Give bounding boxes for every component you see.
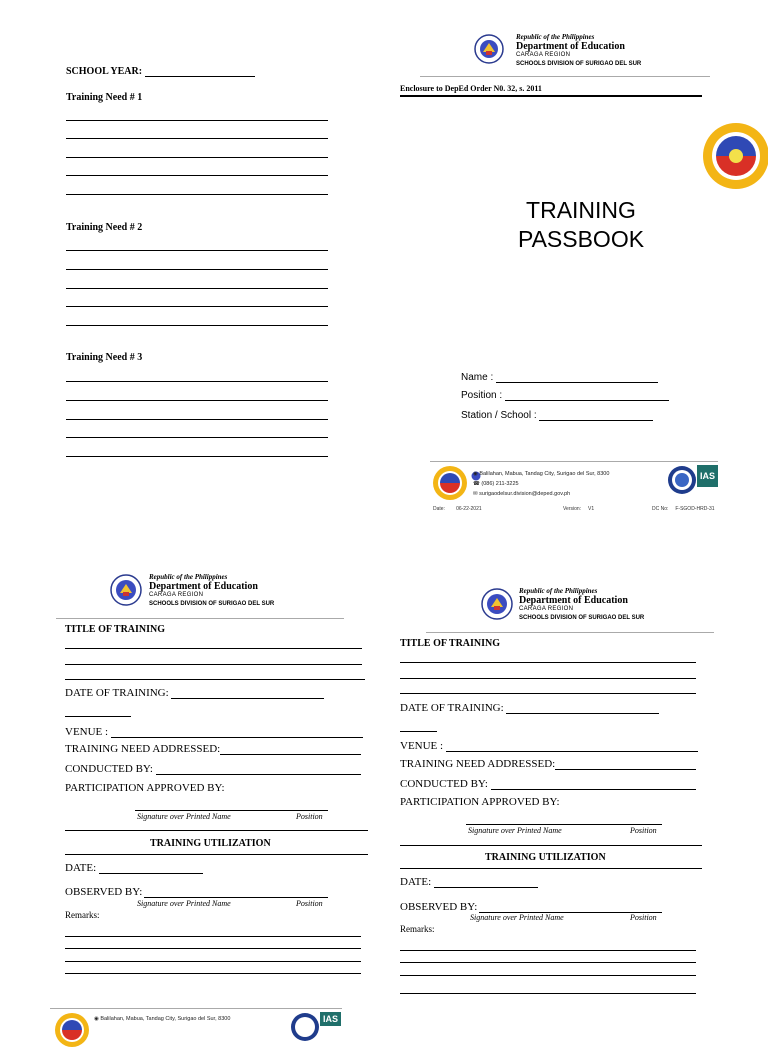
need-1-line[interactable] [66, 138, 328, 139]
certification-badge-icon [290, 1012, 320, 1042]
remarks-line[interactable] [65, 961, 361, 962]
remarks-label: Remarks: [400, 924, 435, 934]
signature-caption: Signature over Printed Name [137, 812, 231, 821]
school-year-field[interactable]: SCHOOL YEAR: [66, 66, 255, 77]
deped-seal-icon [474, 34, 504, 64]
signature-line[interactable] [466, 824, 662, 825]
title-line[interactable] [400, 662, 696, 663]
need-3-line[interactable] [66, 437, 328, 438]
need-1-line[interactable] [66, 194, 328, 195]
ias-badge: IAS [320, 1012, 341, 1026]
header-rule [426, 632, 714, 633]
need-1-line[interactable] [66, 157, 328, 158]
need-3-line[interactable] [66, 456, 328, 457]
venue-field[interactable]: VENUE : [400, 740, 698, 752]
signature-line[interactable] [135, 810, 328, 811]
remarks-line[interactable] [400, 950, 696, 951]
address-text: ◉ Balilahan, Mabua, Tandag City, Surigao del Sur, 8300 [473, 471, 610, 477]
header-rule [56, 618, 344, 619]
enclosure-rule [400, 95, 702, 97]
date-extension-line[interactable] [65, 716, 131, 717]
remarks-line[interactable] [400, 975, 696, 976]
training-utilization-heading: TRAINING UTILIZATION [485, 852, 606, 863]
participation-approved-label: PARTICIPATION APPROVED BY: [65, 782, 225, 794]
observed-by-field[interactable]: OBSERVED BY: [400, 901, 478, 913]
address-text: ◉ Balilahan, Mabua, Tandag City, Surigao del Sur, 8300 [94, 1016, 231, 1022]
remarks-line[interactable] [65, 948, 361, 949]
remarks-label: Remarks: [65, 910, 100, 920]
need-3-line[interactable] [66, 381, 328, 382]
training-need-1-label: Training Need # 1 [66, 92, 143, 103]
remarks-line[interactable] [400, 962, 696, 963]
participation-approved-label: PARTICIPATION APPROVED BY: [400, 796, 560, 808]
remarks-line[interactable] [65, 973, 361, 974]
title-line[interactable] [400, 678, 696, 679]
certification-badge-icon [667, 465, 697, 495]
position-caption: Position [630, 913, 657, 922]
date-of-training-field[interactable]: DATE OF TRAINING: [65, 687, 324, 699]
title-line[interactable] [65, 648, 362, 649]
passbook-title: TRAINING PASSBOOK [517, 197, 645, 252]
title-of-training-label: TITLE OF TRAINING [65, 624, 166, 635]
conducted-by-field[interactable]: CONDUCTED BY: [400, 778, 696, 790]
deped-seal-icon [481, 588, 513, 620]
header-rule [420, 76, 710, 77]
division-seal-icon [54, 1012, 90, 1048]
enclosure-note: Enclosure to DepEd Order N0. 32, s. 2011 [400, 84, 542, 93]
utilization-date-field[interactable]: DATE: [65, 862, 203, 874]
training-utilization-heading: TRAINING UTILIZATION [150, 838, 271, 849]
need-2-line[interactable] [66, 288, 328, 289]
doc-number-info: DC No: F-SGOD-HRD-31 [652, 506, 715, 512]
section-rule [400, 868, 702, 869]
cover-header-text: Republic of the Philippines Department of Education CARAGA REGION SCHOOLS DIVISION OF SURIGAO DEL SUR [516, 33, 642, 67]
training-need-addressed-field[interactable]: TRAINING NEED ADDRESSED: [400, 758, 696, 770]
form-header-text: Republic of the Philippines Department of Education CARAGA REGION SCHOOLS DIVISION OF SURIGAO DEL SUR [149, 573, 275, 607]
deped-seal-icon [110, 574, 142, 606]
remarks-line[interactable] [400, 993, 696, 994]
email-text: ✉ surigaodelsur.division@deped.gov.ph [473, 491, 571, 497]
section-rule [400, 845, 702, 846]
footer-rule [50, 1008, 342, 1009]
need-3-line[interactable] [66, 400, 328, 401]
ias-badge: IAS [697, 465, 718, 487]
form-header-text: Republic of the Philippines Department of Education CARAGA REGION SCHOOLS DIVISION OF SURIGAO DEL SUR [519, 587, 645, 621]
date-info: Date: 06-22-2021 [433, 506, 482, 512]
need-1-line[interactable] [66, 120, 328, 121]
need-2-line[interactable] [66, 306, 328, 307]
signature-caption: Signature over Printed Name [470, 913, 564, 922]
date-of-training-field[interactable]: DATE OF TRAINING: [400, 702, 659, 714]
need-2-line[interactable] [66, 325, 328, 326]
training-need-2-label: Training Need # 2 [66, 222, 143, 233]
section-rule [65, 830, 368, 831]
title-line[interactable] [65, 679, 365, 680]
need-3-line[interactable] [66, 419, 328, 420]
need-2-line[interactable] [66, 269, 328, 270]
footer-rule [430, 461, 718, 462]
position-caption: Position [296, 812, 323, 821]
signature-caption: Signature over Printed Name [137, 899, 231, 908]
observed-by-field[interactable]: OBSERVED BY: [65, 886, 143, 898]
position-caption: Position [296, 899, 323, 908]
version-info: Version: V1 [563, 506, 595, 512]
training-need-3-label: Training Need # 3 [66, 352, 143, 363]
training-need-addressed-field[interactable]: TRAINING NEED ADDRESSED: [65, 743, 361, 755]
section-rule [65, 854, 368, 855]
conducted-by-field[interactable]: CONDUCTED BY: [65, 763, 361, 775]
observer-signature-line[interactable] [144, 897, 328, 898]
title-line[interactable] [65, 664, 362, 665]
footer-contact [473, 469, 609, 499]
title-line[interactable] [400, 693, 696, 694]
remarks-line[interactable] [65, 936, 361, 937]
utilization-date-field[interactable]: DATE: [400, 876, 538, 888]
phone-text: ☎ (086) 211-3225 [473, 481, 519, 487]
venue-field[interactable]: VENUE : [65, 726, 363, 738]
signature-caption: Signature over Printed Name [468, 826, 562, 835]
station-school-field[interactable]: Station / School : [461, 410, 653, 421]
division-seal-icon [432, 465, 468, 501]
title-of-training-label: TITLE OF TRAINING [400, 638, 501, 649]
need-1-line[interactable] [66, 175, 328, 176]
name-field[interactable]: Name : [461, 372, 658, 383]
position-field[interactable]: Position : [461, 390, 669, 401]
division-seal-icon [702, 122, 768, 190]
position-caption: Position [630, 826, 657, 835]
date-extension-line[interactable] [400, 731, 437, 732]
need-2-line[interactable] [66, 250, 328, 251]
